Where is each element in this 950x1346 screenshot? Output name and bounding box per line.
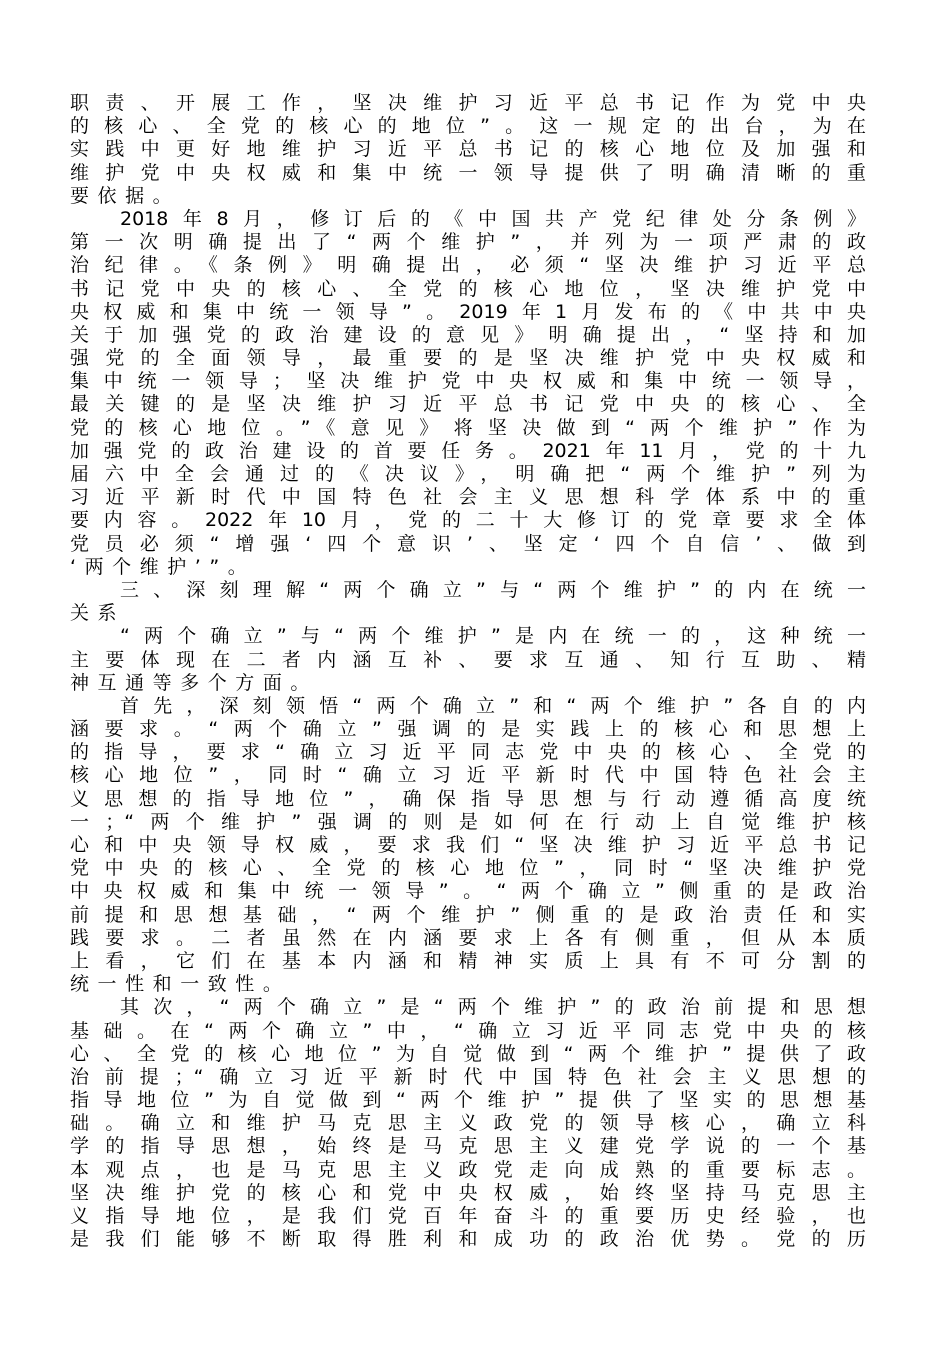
text-line: 党员必须“增强‘四个意识’、坚定‘四个自信’、做到 <box>70 532 866 555</box>
text-line: 核心地位”，同时“确立习近平新时代中国特色社会主 <box>70 764 866 787</box>
text-line: 一；“两个维护”强调的则是如何在行动上自觉维护核 <box>70 810 866 833</box>
text-line: 统一性和一致性。 <box>70 973 291 996</box>
text-line: 学的指导思想，始终是马克思主义建党学说的一个基 <box>70 1135 866 1158</box>
text-line: 最关键的是坚决维护习近平总书记党中央的核心、全 <box>70 393 866 416</box>
text-line: 涵要求。“两个确立”强调的是实践上的核心和思想上 <box>70 718 866 741</box>
text-line: 础。确立和维护马克思主义政党的领导核心，确立科 <box>70 1112 866 1135</box>
text-line: 届六中全会通过的《决议》，明确把“两个维护”列为 <box>70 463 866 485</box>
text-line: 书记党中央的核心、全党的核心地位，坚决维护党中 <box>70 277 866 300</box>
text-line: 治纪律。《条例》明确提出，必须“坚决维护习近平总 <box>70 254 866 277</box>
text-line: 首先，深刻领悟“两个确立”和“两个维护”各自的内 <box>120 694 866 717</box>
text-line: 本观点，也是马克思主义政党走向成熟的重要标志。 <box>70 1158 866 1181</box>
text-line: 前提和思想基础，“两个维护”侧重的是政治责任和实 <box>70 903 866 926</box>
text-line: 加强党的政治建设的首要任务。2021年11月，党的十九 <box>70 439 866 462</box>
text-line: 指导地位”为自觉做到“两个维护”提供了坚实的思想基 <box>70 1089 866 1112</box>
text-line: 是我们能够不断取得胜利和成功的政治优势。党的历 <box>70 1228 866 1251</box>
text-line: 党中央的核心、全党的核心地位”，同时“坚决维护党 <box>70 857 866 880</box>
text-line: 集中统一领导；坚决维护党中央权威和集中统一领导， <box>70 370 866 393</box>
text-line: 其次，“两个确立”是“两个维护”的政治前提和思想 <box>120 996 866 1019</box>
text-line: 坚决维护党的核心和党中央权威，始终坚持马克思主 <box>70 1181 866 1204</box>
text-line: 践要求。二者虽然在内涵要求上各有侧重，但从本质 <box>70 926 866 949</box>
text-line: 习近平新时代中国特色社会主义思想科学体系中的重 <box>70 486 866 509</box>
document-body <box>70 92 866 1251</box>
text-line: 上看，它们在基本内涵和精神实质上具有不可分割的 <box>70 949 866 972</box>
text-line: 维护党中央权威和集中统一领导提供了明确清晰的重 <box>70 161 866 184</box>
text-line: 义思想的指导地位”，确保指导思想与行动遵循高度统 <box>70 787 866 810</box>
text-line: 三、深刻理解“两个确立”与“两个维护”的内在统一 <box>120 578 866 601</box>
text-line: 治前提；“确立习近平新时代中国特色社会主义思想的 <box>70 1065 866 1088</box>
text-line: 实践中更好地维护习近平总书记的核心地位及加强和 <box>70 138 866 161</box>
text-line: 关系 <box>70 602 126 625</box>
text-line: 义指导地位，是我们党百年奋斗的重要历史经验，也 <box>70 1205 866 1227</box>
text-line: 党的核心地位。”《意见》将坚决做到“两个维护”作为 <box>70 416 866 439</box>
text-line: 的核心、全党的核心的地位”。这一规定的出台，为在 <box>70 115 866 138</box>
text-line: 央权威和集中统一领导”。2019年1月发布的《中共中央 <box>70 300 866 323</box>
text-line: 心和中央领导权威，要求我们“坚决维护习近平总书记 <box>70 834 866 856</box>
text-line: 的指导，要求“确立习近平同志党中央的核心、全党的 <box>70 741 866 764</box>
text-line: 心、全党的核心地位”为自觉做到“两个维护”提供了政 <box>70 1042 866 1065</box>
text-line: 2018年8月，修订后的《中国共产党纪律处分条例》 <box>120 207 866 230</box>
text-line: “两个确立”与“两个维护”是内在统一的，这种统一 <box>120 625 866 648</box>
text-line: 职责、开展工作，坚决维护习近平总书记作为党中央 <box>70 92 866 114</box>
text-line: 神互通等多个方面。 <box>70 671 318 694</box>
text-line: 强党的全面领导，最重要的是坚决维护党中央权威和 <box>70 347 866 370</box>
text-line: 基础。在“两个确立”中，“确立习近平同志党中央的核 <box>70 1019 866 1042</box>
text-line: 第一次明确提出了“两个维护”，并列为一项严肃的政 <box>70 231 866 254</box>
text-line: 要依据。 <box>70 184 181 207</box>
text-line: 主要体现在二者内涵互补、要求互通、知行互助、精 <box>70 648 866 671</box>
text-line: 中央权威和集中统一领导”。“两个确立”侧重的是政治 <box>70 880 866 903</box>
text-line: ‘两个维护’”。 <box>70 555 256 578</box>
text-line: 关于加强党的政治建设的意见》明确提出，“坚持和加 <box>70 323 866 346</box>
text-line: 要内容。2022年10月，党的二十大修订的党章要求全体 <box>70 509 866 532</box>
